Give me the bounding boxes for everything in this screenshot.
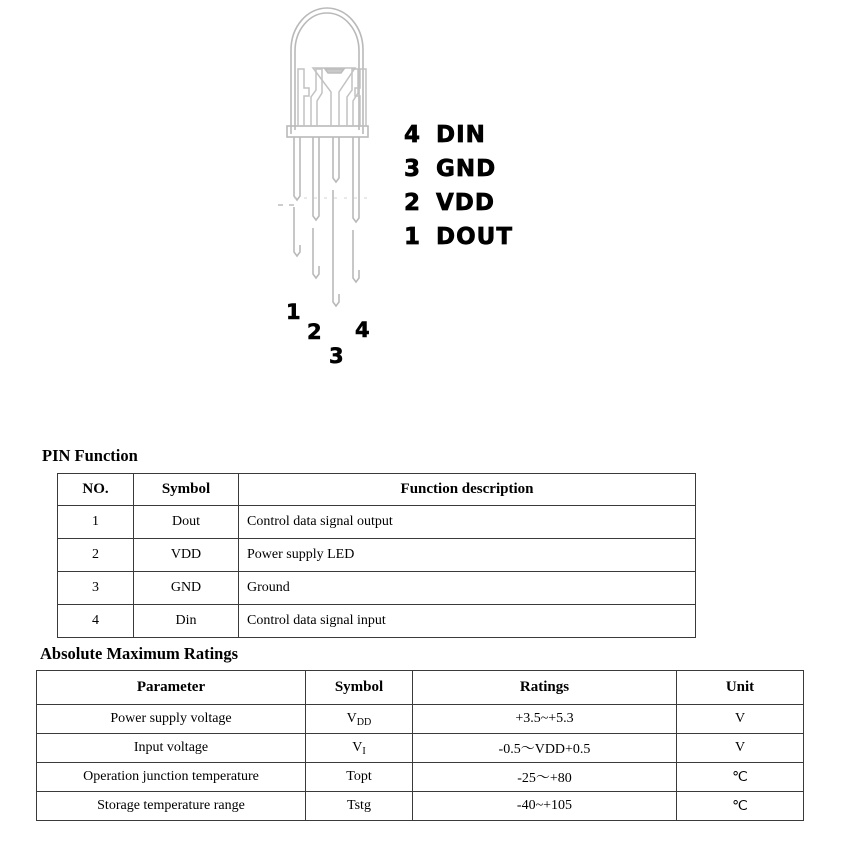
led-package-diagram [278, 2, 398, 332]
symbol-subscript: I [362, 745, 366, 757]
table-row [37, 763, 804, 792]
pin-legend-number: 2 [404, 190, 422, 216]
cell-no: 1 [58, 506, 134, 539]
table-row [37, 705, 804, 734]
pin-legend [404, 122, 604, 258]
pin-function-heading: PIN Function [42, 446, 138, 465]
pin-legend-name: DOUT [436, 224, 514, 250]
cell-parameter: Power supply voltage [37, 705, 306, 734]
cell-symbol: Din [134, 605, 239, 638]
column-header-parameter: Parameter [37, 671, 306, 705]
column-header-symbol: Symbol [134, 474, 239, 506]
cell-no: 3 [58, 572, 134, 605]
cell-symbol: GND [134, 572, 239, 605]
symbol-base: Topt [346, 769, 372, 784]
cell-unit: ℃ [677, 763, 804, 792]
cell-symbol [306, 792, 413, 821]
cell-ratings: -25～+80 [413, 763, 677, 792]
table-row [58, 572, 696, 605]
pin-legend-row [404, 156, 604, 190]
pin-index-3: 3 [329, 344, 344, 368]
pin-legend-number: 3 [404, 156, 422, 182]
pin-legend-name: DIN [436, 122, 486, 148]
table-row [58, 506, 696, 539]
cell-symbol [306, 763, 413, 792]
table-header-row [58, 474, 696, 506]
table-row [37, 734, 804, 763]
pin-legend-number: 1 [404, 224, 422, 250]
column-header-ratings: Ratings [413, 671, 677, 705]
cell-ratings: -0.5～VDD+0.5 [413, 734, 677, 763]
pin-legend-name: VDD [436, 190, 495, 216]
column-header-desc: Function description [239, 474, 696, 506]
cell-unit: ℃ [677, 792, 804, 821]
pin-index-4: 4 [355, 318, 370, 342]
cell-parameter: Input voltage [37, 734, 306, 763]
column-header-symbol: Symbol [306, 671, 413, 705]
pin-legend-row [404, 122, 604, 156]
cell-desc: Control data signal output [239, 506, 696, 539]
table-header-row [37, 671, 804, 705]
cell-unit: V [677, 705, 804, 734]
pin-legend-name: GND [436, 156, 497, 182]
cell-symbol: VDD [134, 539, 239, 572]
cell-desc: Ground [239, 572, 696, 605]
cell-symbol: Dout [134, 506, 239, 539]
symbol-subscript: DD [356, 716, 372, 728]
cell-no: 2 [58, 539, 134, 572]
pin-legend-row [404, 190, 604, 224]
cell-symbol [306, 705, 413, 734]
cell-parameter: Operation junction temperature [37, 763, 306, 792]
symbol-base: V [346, 711, 357, 726]
cell-ratings: -40~+105 [413, 792, 677, 821]
pin-function-table [57, 473, 696, 638]
pin-legend-row [404, 224, 604, 258]
cell-parameter: Storage temperature range [37, 792, 306, 821]
pin-index-2: 2 [307, 320, 322, 344]
column-header-no: NO. [58, 474, 134, 506]
abs-max-ratings-heading: Absolute Maximum Ratings [40, 644, 239, 663]
pin-legend-number: 4 [404, 122, 422, 148]
symbol-base: V [352, 740, 363, 755]
abs-max-ratings-table [36, 670, 804, 821]
table-row [58, 539, 696, 572]
cell-desc: Control data signal input [239, 605, 696, 638]
cell-symbol [306, 734, 413, 763]
cell-desc: Power supply LED [239, 539, 696, 572]
column-header-unit: Unit [677, 671, 804, 705]
table-row [37, 792, 804, 821]
table-row [58, 605, 696, 638]
cell-unit: V [677, 734, 804, 763]
cell-ratings: +3.5~+5.3 [413, 705, 677, 734]
symbol-base: Tstg [347, 798, 371, 813]
pin-index-1: 1 [286, 300, 301, 324]
cell-no: 4 [58, 605, 134, 638]
